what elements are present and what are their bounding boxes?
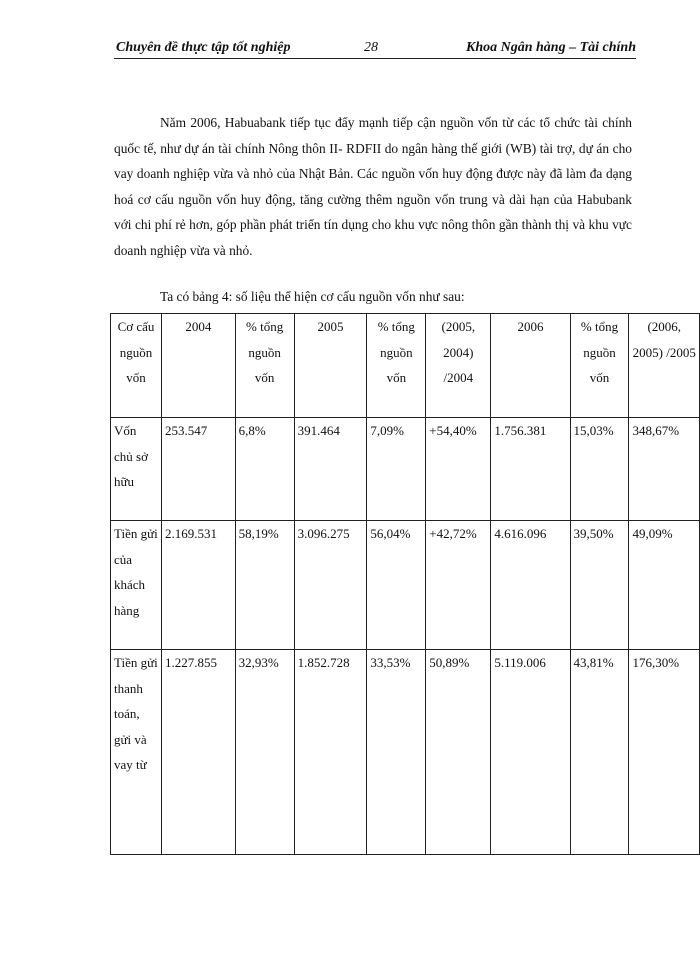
table-cell: +42,72% [426, 521, 491, 650]
body-paragraph: Năm 2006, Habuabank tiếp tục đẩy mạnh tiếp cận nguồn vốn từ các tổ chức tài chính quốc tế, như dự án tài chính Nông thôn II- RDFII do ngân hàng thế giới (WB) tài trợ, dự án cho vay doanh nghiệp vừa và nhỏ của Nhật Bản. Các nguồn vốn huy động được này đã làm đa dạng hoá cơ cấu nguồn vốn huy động, tăng cường thêm nguồn vốn trung và dài hạn của Habubank với chi phí rẻ hơn, góp phần phát triển tín dụng cho khu vực nông thôn gần thành thị và khu vực doanh nghiệp vừa và nhỏ. [114, 115, 632, 258]
header-cell: (2005, 2004) /2004 [426, 314, 491, 418]
table-cell: 1.852.728 [294, 650, 367, 855]
table-cell: 15,03% [570, 418, 629, 521]
table-cell: 50,89% [426, 650, 491, 855]
row-label: Tiền gửi thanh toán, gửi và vay từ [111, 650, 162, 855]
header-cell: 2004 [161, 314, 235, 418]
table-cell: 39,50% [570, 521, 629, 650]
table-cell: 2.169.531 [161, 521, 235, 650]
table-cell: +54,40% [426, 418, 491, 521]
header-thesis-title: Chuyên đề thực tập tốt nghiệp [116, 40, 291, 55]
header-cell: % tổng nguồn vốn [367, 314, 426, 418]
header-cell: (2006, 2005) /2005 [629, 314, 700, 418]
table-cell: 253.547 [161, 418, 235, 521]
header-cell: Cơ cấu nguồn vốn [111, 314, 162, 418]
header-cell: 2005 [294, 314, 367, 418]
table-cell: 32,93% [235, 650, 294, 855]
table-cell: 1.756.381 [491, 418, 570, 521]
table-row [111, 650, 700, 855]
table-cell: 348,67% [629, 418, 700, 521]
page-header [114, 40, 636, 59]
table-cell: 176,30% [629, 650, 700, 855]
table-cell: 6,8% [235, 418, 294, 521]
table-cell: 33,53% [367, 650, 426, 855]
table-cell: 4.616.096 [491, 521, 570, 650]
table-cell: 5.119.006 [491, 650, 570, 855]
table-row [111, 418, 700, 521]
header-page-number: 28 [364, 40, 378, 55]
table-cell: 391.464 [294, 418, 367, 521]
header-cell: % tổng nguồn vốn [570, 314, 629, 418]
header-cell: 2006 [491, 314, 570, 418]
table-cell: 56,04% [367, 521, 426, 650]
table-cell: 58,19% [235, 521, 294, 650]
table-caption: Ta có bảng 4: số liệu thể hiện cơ cấu nguồn vốn như sau: [160, 289, 465, 304]
table-cell: 7,09% [367, 418, 426, 521]
table-cell: 43,81% [570, 650, 629, 855]
funding-structure-table [110, 313, 700, 855]
table-header-row [111, 314, 700, 418]
table-cell: 3.096.275 [294, 521, 367, 650]
header-faculty: Khoa Ngân hàng – Tài chính [466, 40, 636, 55]
table-cell: 1.227.855 [161, 650, 235, 855]
row-label: Vốn chủ sở hữu [111, 418, 162, 521]
row-label: Tiền gửi của khách hàng [111, 521, 162, 650]
table-cell: 49,09% [629, 521, 700, 650]
header-cell: % tổng nguồn vốn [235, 314, 294, 418]
table-row [111, 521, 700, 650]
